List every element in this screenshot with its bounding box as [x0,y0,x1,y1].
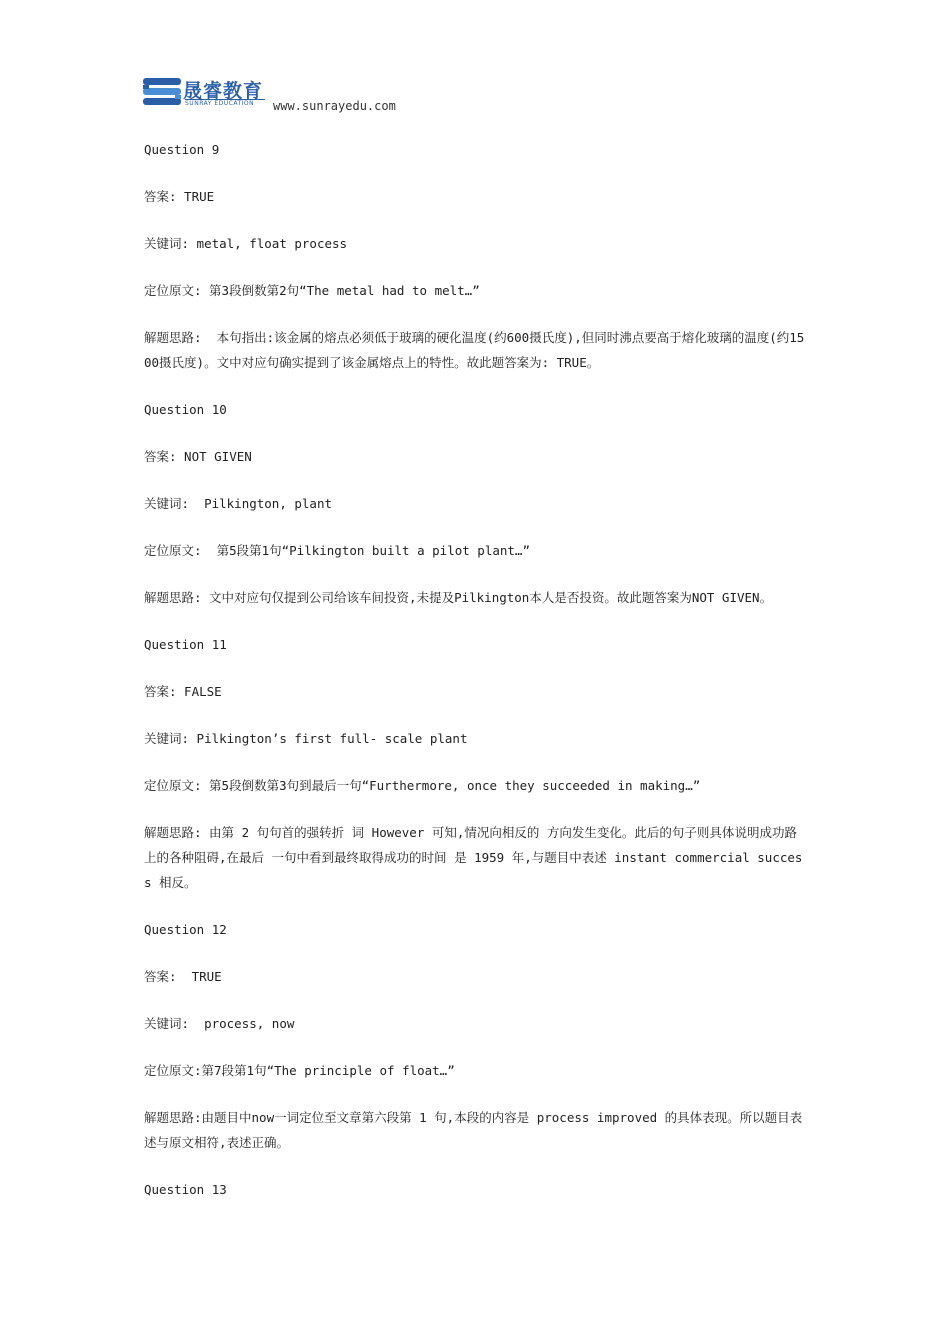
logo-english-text: SUNRAY EDUCATION [185,99,265,107]
question-title: Question 9 [144,142,220,157]
keywords-line: 关键词: Pilkington, plant [144,496,333,511]
sunray-logo-icon [143,78,181,106]
answer-line: 答案: NOT GIVEN [144,449,252,464]
location-line: 定位原文: 第5段第1句“Pilkington built a pilot plant…” [144,543,530,558]
page-header [143,76,423,116]
location-line: 定位原文: 第3段倒数第2句“The metal had to melt…” [144,283,480,298]
question-title: Question 12 [144,922,227,937]
question-title: Question 10 [144,402,227,417]
answer-explanations [144,137,806,1224]
answer-line: 答案: TRUE [144,189,215,204]
keywords-line: 关键词: Pilkington’s first full- scale plant [144,731,468,746]
answer-line: 答案: FALSE [144,684,222,699]
question-title: Question 13 [144,1182,227,1197]
analysis-paragraph: 解题思路:由题目中now一词定位至文章第六段第 1 句,本段的内容是 process improved 的具体表现。所以题目表述与原文相符,表述正确。 [144,1110,803,1150]
analysis-paragraph: 解题思路: 本句指出:该金属的熔点必须低于玻璃的硬化温度(约600摄氏度),但同时沸点要高于熔化玻璃的温度(约1500摄氏度)。文中对应句确实提到了该金属熔点上的特性。故此题答案为: TRUE。 [144,330,805,370]
location-line: 定位原文:第7段第1句“The principle of float…” [144,1063,455,1078]
question-title: Question 11 [144,637,227,652]
keywords-line: 关键词: process, now [144,1016,295,1031]
keywords-line: 关键词: metal, float process [144,236,348,251]
location-line: 定位原文: 第5段倒数第3句到最后一句“Furthermore, once they succeeded in making…” [144,778,701,793]
analysis-paragraph: 解题思路: 由第 2 句句首的强转折 词 However 可知,情况向相反的 方向发生变化。此后的句子则具体说明成功路上的各种阻碍,在最后 一句中看到最终取得成功的时间 是 1959 年,与题目中表述 instant commercial success 相反。 [144,825,803,890]
site-url: www.sunrayedu.com [273,99,396,113]
analysis-paragraph: 解题思路: 文中对应句仅提到公司给该车间投资,未提及Pilkington本人是否投资。故此题答案为NOT GIVEN。 [144,590,773,605]
logo-chinese-text: 晟睿教育 [183,80,264,102]
answer-line: 答案: TRUE [144,969,222,984]
